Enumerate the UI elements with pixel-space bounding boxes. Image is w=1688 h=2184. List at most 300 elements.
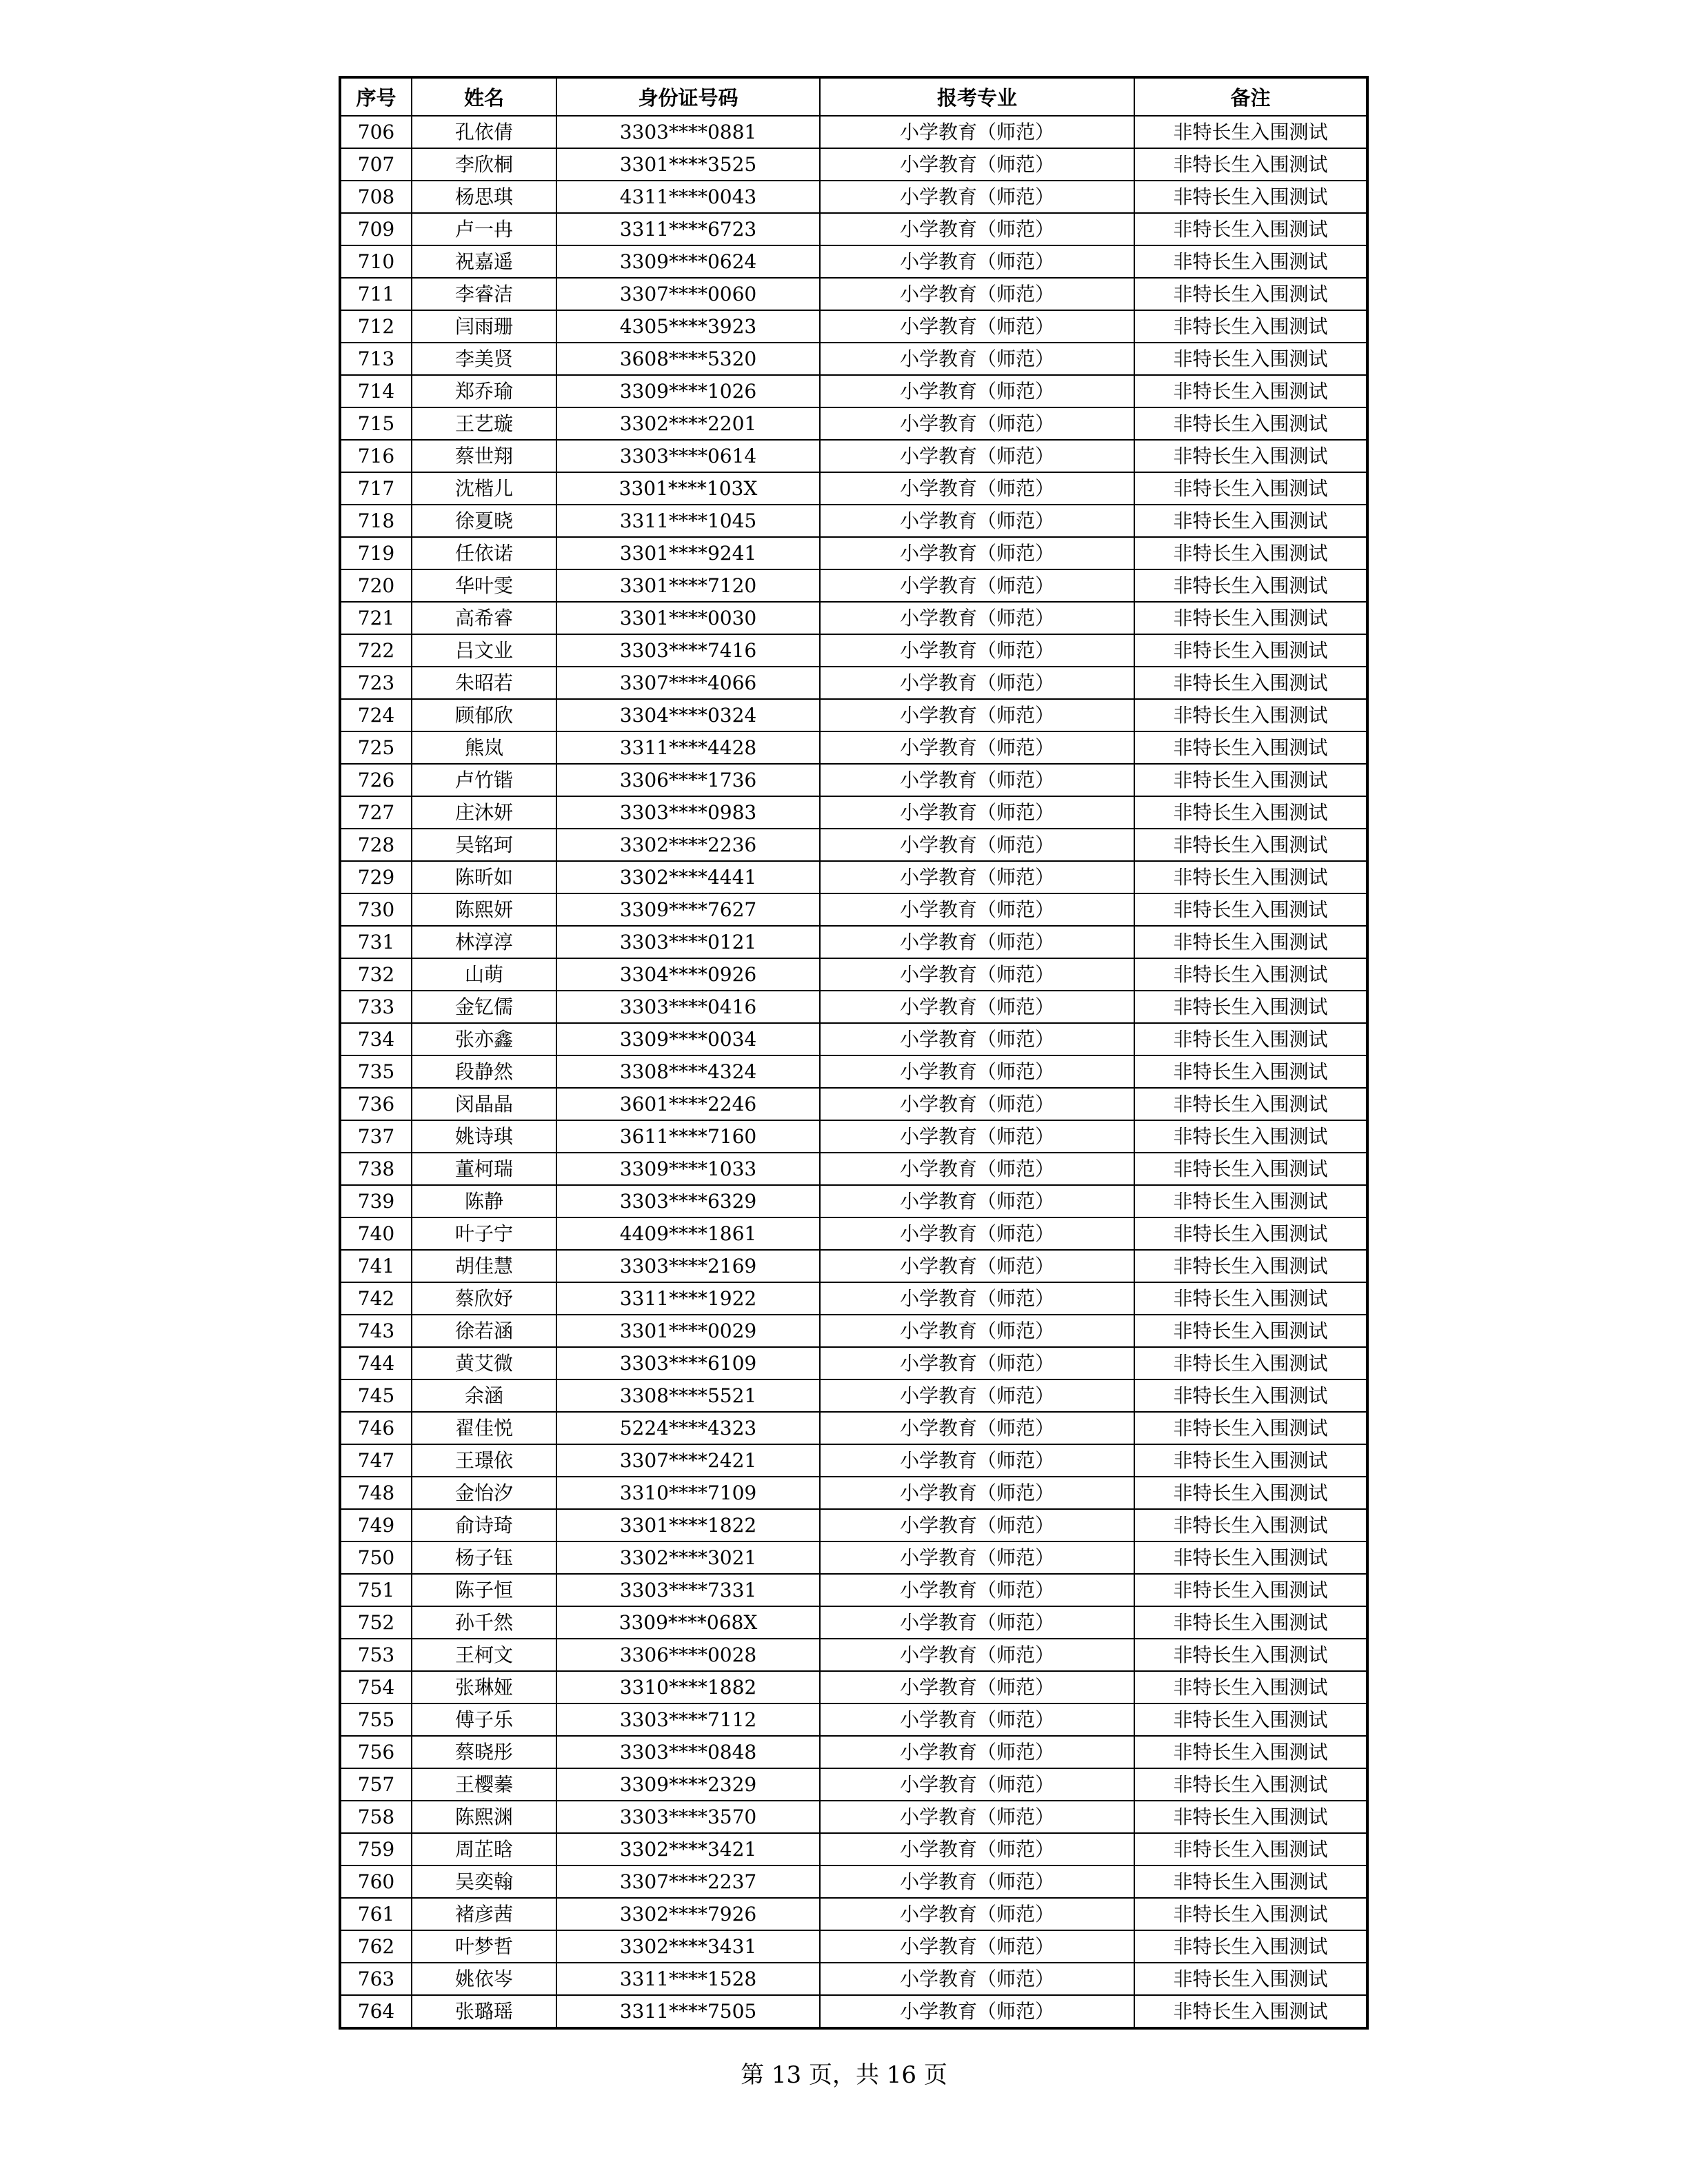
remark-cell: 非特长生入围测试 [1134, 1120, 1367, 1153]
id-number-cell: 3303****7331 [556, 1574, 820, 1606]
seq-cell: 733 [340, 991, 412, 1023]
id-number-cell: 3309****0034 [556, 1023, 820, 1055]
table-row [340, 1023, 1367, 1055]
table-row [340, 1541, 1367, 1574]
major-cell: 小学教育（师范） [820, 699, 1134, 731]
id-number-cell: 3311****7505 [556, 1995, 820, 2028]
major-cell: 小学教育（师范） [820, 1671, 1134, 1703]
seq-cell: 726 [340, 764, 412, 796]
remark-cell: 非特长生入围测试 [1134, 472, 1367, 505]
major-cell: 小学教育（师范） [820, 1898, 1134, 1930]
major-cell: 小学教育（师范） [820, 375, 1134, 407]
table-row [340, 796, 1367, 829]
seq-cell: 741 [340, 1250, 412, 1282]
major-cell: 小学教育（师范） [820, 1250, 1134, 1282]
table-row [340, 116, 1367, 148]
major-cell: 小学教育（师范） [820, 1963, 1134, 1995]
name-cell: 吕文业 [412, 634, 556, 667]
major-cell: 小学教育（师范） [820, 1639, 1134, 1671]
seq-cell: 722 [340, 634, 412, 667]
seq-cell: 739 [340, 1185, 412, 1217]
major-cell: 小学教育（师范） [820, 472, 1134, 505]
name-cell: 褚彦茜 [412, 1898, 556, 1930]
seq-cell: 717 [340, 472, 412, 505]
id-number-cell: 3302****2201 [556, 407, 820, 440]
name-cell: 熊岚 [412, 731, 556, 764]
remark-cell: 非特长生入围测试 [1134, 569, 1367, 602]
seq-cell: 760 [340, 1866, 412, 1898]
remark-cell: 非特长生入围测试 [1134, 829, 1367, 861]
table-row [340, 829, 1367, 861]
remark-cell: 非特长生入围测试 [1134, 1347, 1367, 1379]
seq-cell: 744 [340, 1347, 412, 1379]
remark-cell: 非特长生入围测试 [1134, 181, 1367, 213]
seq-cell: 706 [340, 116, 412, 148]
seq-cell: 759 [340, 1833, 412, 1866]
major-cell: 小学教育（师范） [820, 1055, 1134, 1088]
major-cell: 小学教育（师范） [820, 1477, 1134, 1509]
table-row [340, 505, 1367, 537]
table-row [340, 1477, 1367, 1509]
name-cell: 俞诗琦 [412, 1509, 556, 1541]
id-number-cell: 3608****5320 [556, 343, 820, 375]
major-cell: 小学教育（师范） [820, 1574, 1134, 1606]
name-cell: 蔡世翔 [412, 440, 556, 472]
name-cell: 任依诺 [412, 537, 556, 569]
seq-cell: 735 [340, 1055, 412, 1088]
table-row [340, 472, 1367, 505]
major-cell: 小学教育（师范） [820, 148, 1134, 181]
major-cell: 小学教育（师范） [820, 731, 1134, 764]
table-row [340, 1217, 1367, 1250]
seq-cell: 746 [340, 1412, 412, 1444]
name-cell: 高希睿 [412, 602, 556, 634]
name-cell: 沈楷儿 [412, 472, 556, 505]
table-row [340, 440, 1367, 472]
id-number-cell: 3303****0416 [556, 991, 820, 1023]
id-number-cell: 3302****3421 [556, 1833, 820, 1866]
major-cell: 小学教育（师范） [820, 1801, 1134, 1833]
name-cell: 陈静 [412, 1185, 556, 1217]
remark-cell: 非特长生入围测试 [1134, 1639, 1367, 1671]
seq-cell: 747 [340, 1444, 412, 1477]
table-row [340, 602, 1367, 634]
seq-cell: 707 [340, 148, 412, 181]
seq-cell: 750 [340, 1541, 412, 1574]
table-row [340, 1963, 1367, 1995]
table-row [340, 1185, 1367, 1217]
id-number-cell: 3307****2237 [556, 1866, 820, 1898]
remark-cell: 非特长生入围测试 [1134, 1898, 1367, 1930]
major-cell: 小学教育（师范） [820, 505, 1134, 537]
seq-cell: 734 [340, 1023, 412, 1055]
name-cell: 傅子乐 [412, 1703, 556, 1736]
major-cell: 小学教育（师范） [820, 343, 1134, 375]
id-number-cell: 3301****103X [556, 472, 820, 505]
major-cell: 小学教育（师范） [820, 181, 1134, 213]
major-cell: 小学教育（师范） [820, 796, 1134, 829]
name-cell: 姚诗琪 [412, 1120, 556, 1153]
table-row [340, 1995, 1367, 2028]
name-cell: 金钇儒 [412, 991, 556, 1023]
major-cell: 小学教育（师范） [820, 861, 1134, 893]
id-number-cell: 4305****3923 [556, 310, 820, 343]
name-cell: 王柯文 [412, 1639, 556, 1671]
major-cell: 小学教育（师范） [820, 1930, 1134, 1963]
seq-cell: 721 [340, 602, 412, 634]
id-number-cell: 3601****2246 [556, 1088, 820, 1120]
major-cell: 小学教育（师范） [820, 1541, 1134, 1574]
name-cell: 胡佳慧 [412, 1250, 556, 1282]
major-cell: 小学教育（师范） [820, 1217, 1134, 1250]
name-cell: 叶梦哲 [412, 1930, 556, 1963]
seq-cell: 708 [340, 181, 412, 213]
seq-cell: 762 [340, 1930, 412, 1963]
remark-cell: 非特长生入围测试 [1134, 1250, 1367, 1282]
seq-cell: 757 [340, 1768, 412, 1801]
id-number-cell: 3303****6329 [556, 1185, 820, 1217]
remark-cell: 非特长生入围测试 [1134, 1930, 1367, 1963]
table-row [340, 1055, 1367, 1088]
name-cell: 金怡汐 [412, 1477, 556, 1509]
seq-cell: 730 [340, 893, 412, 926]
major-cell: 小学教育（师范） [820, 1315, 1134, 1347]
major-cell: 小学教育（师范） [820, 667, 1134, 699]
seq-cell: 743 [340, 1315, 412, 1347]
seq-cell: 731 [340, 926, 412, 958]
table-row [340, 764, 1367, 796]
seq-cell: 758 [340, 1801, 412, 1833]
id-number-cell: 3303****7416 [556, 634, 820, 667]
remark-cell: 非特长生入围测试 [1134, 1023, 1367, 1055]
id-number-cell: 3302****2236 [556, 829, 820, 861]
major-cell: 小学教育（师范） [820, 991, 1134, 1023]
id-number-cell: 3302****3021 [556, 1541, 820, 1574]
name-cell: 张璐瑶 [412, 1995, 556, 2028]
major-cell: 小学教育（师范） [820, 602, 1134, 634]
seq-cell: 745 [340, 1379, 412, 1412]
seq-cell: 755 [340, 1703, 412, 1736]
major-cell: 小学教育（师范） [820, 1736, 1134, 1768]
seq-cell: 752 [340, 1606, 412, 1639]
name-cell: 朱昭若 [412, 667, 556, 699]
seq-cell: 720 [340, 569, 412, 602]
id-number-cell: 3309****0624 [556, 245, 820, 278]
table-row [340, 343, 1367, 375]
id-number-cell: 4409****1861 [556, 1217, 820, 1250]
name-cell: 陈熙渊 [412, 1801, 556, 1833]
name-cell: 王艺璇 [412, 407, 556, 440]
id-number-cell: 3302****7926 [556, 1898, 820, 1930]
table-row [340, 1347, 1367, 1379]
major-cell: 小学教育（师范） [820, 1412, 1134, 1444]
name-cell: 蔡晓彤 [412, 1736, 556, 1768]
id-number-cell: 3303****7112 [556, 1703, 820, 1736]
candidate-table [339, 76, 1369, 2030]
id-number-cell: 3303****0881 [556, 116, 820, 148]
seq-cell: 753 [340, 1639, 412, 1671]
seq-cell: 738 [340, 1153, 412, 1185]
remark-cell: 非特长生入围测试 [1134, 1833, 1367, 1866]
seq-cell: 764 [340, 1995, 412, 2028]
id-number-cell: 3303****0614 [556, 440, 820, 472]
id-number-cell: 3308****4324 [556, 1055, 820, 1088]
seq-cell: 761 [340, 1898, 412, 1930]
id-number-cell: 3309****2329 [556, 1768, 820, 1801]
major-cell: 小学教育（师范） [820, 1347, 1134, 1379]
name-cell: 翟佳悦 [412, 1412, 556, 1444]
major-cell: 小学教育（师范） [820, 1153, 1134, 1185]
table-row [340, 893, 1367, 926]
name-cell: 张亦鑫 [412, 1023, 556, 1055]
table-row [340, 537, 1367, 569]
remark-cell: 非特长生入围测试 [1134, 1315, 1367, 1347]
header-major: 报考专业 [820, 77, 1134, 116]
table-row [340, 1315, 1367, 1347]
name-cell: 李睿洁 [412, 278, 556, 310]
seq-cell: 754 [340, 1671, 412, 1703]
remark-cell: 非特长生入围测试 [1134, 958, 1367, 991]
header-remark: 备注 [1134, 77, 1367, 116]
table-row [340, 1444, 1367, 1477]
name-cell: 孔依倩 [412, 116, 556, 148]
major-cell: 小学教育（师范） [820, 1703, 1134, 1736]
name-cell: 周芷晗 [412, 1833, 556, 1866]
remark-cell: 非特长生入围测试 [1134, 375, 1367, 407]
major-cell: 小学教育（师范） [820, 537, 1134, 569]
id-number-cell: 3309****1026 [556, 375, 820, 407]
page-number: 第 13 页，共 16 页 [741, 2061, 947, 2089]
id-number-cell: 3303****6109 [556, 1347, 820, 1379]
name-cell: 林淳淳 [412, 926, 556, 958]
name-cell: 孙千然 [412, 1606, 556, 1639]
remark-cell: 非特长生入围测试 [1134, 861, 1367, 893]
name-cell: 叶子宁 [412, 1217, 556, 1250]
name-cell: 徐夏晓 [412, 505, 556, 537]
table-row [340, 181, 1367, 213]
id-number-cell: 3307****0060 [556, 278, 820, 310]
seq-cell: 723 [340, 667, 412, 699]
id-number-cell: 3306****0028 [556, 1639, 820, 1671]
seq-cell: 740 [340, 1217, 412, 1250]
remark-cell: 非特长生入围测试 [1134, 537, 1367, 569]
table-row [340, 926, 1367, 958]
table-row [340, 1930, 1367, 1963]
remark-cell: 非特长生入围测试 [1134, 1055, 1367, 1088]
remark-cell: 非特长生入围测试 [1134, 602, 1367, 634]
id-number-cell: 3310****7109 [556, 1477, 820, 1509]
header-id-number: 身份证号码 [556, 77, 820, 116]
seq-cell: 732 [340, 958, 412, 991]
major-cell: 小学教育（师范） [820, 440, 1134, 472]
remark-cell: 非特长生入围测试 [1134, 893, 1367, 926]
remark-cell: 非特长生入围测试 [1134, 1606, 1367, 1639]
id-number-cell: 3307****4066 [556, 667, 820, 699]
seq-cell: 763 [340, 1963, 412, 1995]
table-row [340, 1153, 1367, 1185]
id-number-cell: 3301****9241 [556, 537, 820, 569]
table-row [340, 278, 1367, 310]
name-cell: 徐若涵 [412, 1315, 556, 1347]
major-cell: 小学教育（师范） [820, 1768, 1134, 1801]
remark-cell: 非特长生入围测试 [1134, 440, 1367, 472]
remark-cell: 非特长生入围测试 [1134, 1995, 1367, 2028]
id-number-cell: 3311****6723 [556, 213, 820, 245]
seq-cell: 709 [340, 213, 412, 245]
name-cell: 陈昕如 [412, 861, 556, 893]
table-row [340, 1801, 1367, 1833]
id-number-cell: 3301****0029 [556, 1315, 820, 1347]
remark-cell: 非特长生入围测试 [1134, 991, 1367, 1023]
major-cell: 小学教育（师范） [820, 310, 1134, 343]
major-cell: 小学教育（师范） [820, 958, 1134, 991]
id-number-cell: 3309****1033 [556, 1153, 820, 1185]
name-cell: 祝嘉遥 [412, 245, 556, 278]
remark-cell: 非特长生入围测试 [1134, 278, 1367, 310]
major-cell: 小学教育（师范） [820, 1185, 1134, 1217]
table-row [340, 1282, 1367, 1315]
major-cell: 小学教育（师范） [820, 213, 1134, 245]
remark-cell: 非特长生入围测试 [1134, 1768, 1367, 1801]
name-cell: 杨子钰 [412, 1541, 556, 1574]
table-row [340, 1898, 1367, 1930]
name-cell: 王璟依 [412, 1444, 556, 1477]
table-row [340, 569, 1367, 602]
id-number-cell: 3307****2421 [556, 1444, 820, 1477]
id-number-cell: 4311****0043 [556, 181, 820, 213]
major-cell: 小学教育（师范） [820, 116, 1134, 148]
table-row [340, 1606, 1367, 1639]
table-body [340, 116, 1367, 2028]
table-row [340, 1120, 1367, 1153]
table-row [340, 1088, 1367, 1120]
name-cell: 闵晶晶 [412, 1088, 556, 1120]
id-number-cell: 3302****3431 [556, 1930, 820, 1963]
table-row [340, 1639, 1367, 1671]
id-number-cell: 3303****2169 [556, 1250, 820, 1282]
table-row [340, 407, 1367, 440]
seq-cell: 716 [340, 440, 412, 472]
remark-cell: 非特长生入围测试 [1134, 1217, 1367, 1250]
table-row [340, 1736, 1367, 1768]
id-number-cell: 3301****3525 [556, 148, 820, 181]
remark-cell: 非特长生入围测试 [1134, 1444, 1367, 1477]
major-cell: 小学教育（师范） [820, 1023, 1134, 1055]
major-cell: 小学教育（师范） [820, 764, 1134, 796]
id-number-cell: 3311****1045 [556, 505, 820, 537]
remark-cell: 非特长生入围测试 [1134, 1088, 1367, 1120]
table-row [340, 1379, 1367, 1412]
name-cell: 吴奕翰 [412, 1866, 556, 1898]
table-row [340, 667, 1367, 699]
remark-cell: 非特长生入围测试 [1134, 213, 1367, 245]
id-number-cell: 3309****068X [556, 1606, 820, 1639]
table-row [340, 1703, 1367, 1736]
table-row [340, 634, 1367, 667]
name-cell: 姚依岑 [412, 1963, 556, 1995]
name-cell: 张琳娅 [412, 1671, 556, 1703]
seq-cell: 749 [340, 1509, 412, 1541]
table-row [340, 213, 1367, 245]
seq-cell: 737 [340, 1120, 412, 1153]
seq-cell: 729 [340, 861, 412, 893]
seq-cell: 736 [340, 1088, 412, 1120]
name-cell: 王樱蓁 [412, 1768, 556, 1801]
major-cell: 小学教育（师范） [820, 634, 1134, 667]
remark-cell: 非特长生入围测试 [1134, 1541, 1367, 1574]
name-cell: 李美贤 [412, 343, 556, 375]
seq-cell: 742 [340, 1282, 412, 1315]
id-number-cell: 3304****0324 [556, 699, 820, 731]
major-cell: 小学教育（师范） [820, 1833, 1134, 1866]
remark-cell: 非特长生入围测试 [1134, 1703, 1367, 1736]
id-number-cell: 3303****0983 [556, 796, 820, 829]
remark-cell: 非特长生入围测试 [1134, 310, 1367, 343]
remark-cell: 非特长生入围测试 [1134, 634, 1367, 667]
major-cell: 小学教育（师范） [820, 1509, 1134, 1541]
name-cell: 董柯瑞 [412, 1153, 556, 1185]
seq-cell: 713 [340, 343, 412, 375]
remark-cell: 非特长生入围测试 [1134, 1509, 1367, 1541]
seq-cell: 711 [340, 278, 412, 310]
remark-cell: 非特长生入围测试 [1134, 1801, 1367, 1833]
major-cell: 小学教育（师范） [820, 1088, 1134, 1120]
major-cell: 小学教育（师范） [820, 407, 1134, 440]
table-row [340, 148, 1367, 181]
major-cell: 小学教育（师范） [820, 1379, 1134, 1412]
seq-cell: 724 [340, 699, 412, 731]
table-row [340, 1671, 1367, 1703]
table-row [340, 245, 1367, 278]
remark-cell: 非特长生入围测试 [1134, 1185, 1367, 1217]
seq-cell: 728 [340, 829, 412, 861]
id-number-cell: 3311****1528 [556, 1963, 820, 1995]
remark-cell: 非特长生入围测试 [1134, 1282, 1367, 1315]
id-number-cell: 3303****3570 [556, 1801, 820, 1833]
name-cell: 李欣桐 [412, 148, 556, 181]
remark-cell: 非特长生入围测试 [1134, 1866, 1367, 1898]
major-cell: 小学教育（师范） [820, 1995, 1134, 2028]
major-cell: 小学教育（师范） [820, 1444, 1134, 1477]
remark-cell: 非特长生入围测试 [1134, 1412, 1367, 1444]
table-row [340, 731, 1367, 764]
table-row [340, 1768, 1367, 1801]
id-number-cell: 3611****7160 [556, 1120, 820, 1153]
id-number-cell: 3308****5521 [556, 1379, 820, 1412]
header-name: 姓名 [412, 77, 556, 116]
major-cell: 小学教育（师范） [820, 926, 1134, 958]
remark-cell: 非特长生入围测试 [1134, 731, 1367, 764]
id-number-cell: 3303****0848 [556, 1736, 820, 1768]
seq-cell: 727 [340, 796, 412, 829]
name-cell: 华叶雯 [412, 569, 556, 602]
name-cell: 余涵 [412, 1379, 556, 1412]
seq-cell: 710 [340, 245, 412, 278]
remark-cell: 非特长生入围测试 [1134, 764, 1367, 796]
table-row [340, 1250, 1367, 1282]
seq-cell: 719 [340, 537, 412, 569]
remark-cell: 非特长生入围测试 [1134, 116, 1367, 148]
table-row [340, 699, 1367, 731]
seq-cell: 718 [340, 505, 412, 537]
remark-cell: 非特长生入围测试 [1134, 148, 1367, 181]
id-number-cell: 3309****7627 [556, 893, 820, 926]
remark-cell: 非特长生入围测试 [1134, 1574, 1367, 1606]
major-cell: 小学教育（师范） [820, 569, 1134, 602]
name-cell: 蔡欣妤 [412, 1282, 556, 1315]
name-cell: 卢一冉 [412, 213, 556, 245]
id-number-cell: 3301****1822 [556, 1509, 820, 1541]
